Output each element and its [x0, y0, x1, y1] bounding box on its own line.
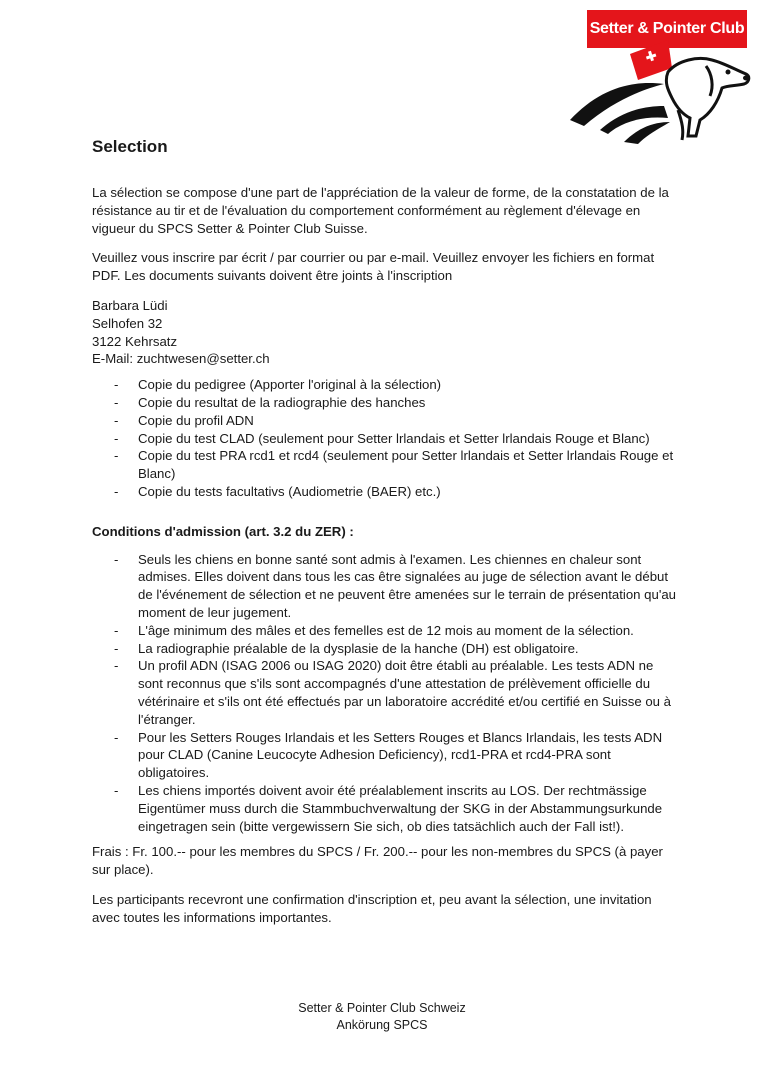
list-item: - Pour les Setters Rouges Irlandais et les Setters Rouges et Blancs Irlandais, les tests ADN pour CLAD (Canine Leucocyte Adhesion Deficiency), rcd1-PRA et rcd4-PRA sont obligatoires. [114, 729, 663, 781]
list-item: - L'âge minimum des mâles et des femelles est de 12 mois au moment de la sélection. [114, 622, 634, 638]
bullet-dash: - [114, 622, 119, 638]
dog-silhouette-icon [560, 10, 755, 145]
list-item: - Copie du test CLAD (seulement pour Setter lrlandais et Setter lrlandais Rouge et Blanc) [114, 430, 650, 446]
bullet-dash: - [114, 640, 119, 656]
bullet-dash: - [114, 430, 119, 446]
admission-conditions-list [92, 551, 677, 836]
bullet-dash: - [114, 658, 119, 674]
registration-paragraph: Veuillez vous inscrire par écrit / par courrier ou par e-mail. Veuillez envoyer les fichiers en format PDF. Les documents suivants doivent être joints à l'inscription [92, 250, 655, 284]
intro-paragraph: La sélection se compose d'une part de l'appréciation de la valeur de forme, de la constatation de la résistance au tir et de l'évaluation du comportement conformément au règlement d'élevage en vigueur du SPCS Setter & Pointer Club Suisse. [92, 185, 669, 236]
page-footer [0, 1000, 764, 1034]
address-line-email: E-Mail: zuchtwesen@setter.ch [92, 351, 270, 367]
confirmation-paragraph: Les participants recevront une confirmation d'inscription et, peu avant la sélection, une invitation avec toutes les informations importantes. [92, 891, 652, 925]
required-documents-list [92, 376, 677, 501]
bullet-dash: - [114, 377, 119, 393]
address-line: Selhofen 32 [92, 315, 163, 331]
bullet-dash: - [114, 729, 119, 745]
address-line: Barbara Lüdi [92, 297, 168, 313]
list-item: - Copie du test PRA rcd1 et rcd4 (seulement pour Setter lrlandais et Setter lrlandais Rouge et Blanc) [114, 448, 674, 482]
list-item: - Seuls les chiens en bonne santé sont admis à l'examen. Les chiennes en chaleur sont admises. Elles doivent dans tous les cas être signalées au juge de sélection avant le début de l'événement de sélection et ne peuvent être amenées sur le terrain de présentation qu'au moment de leur jugement. [114, 551, 677, 620]
bullet-dash: - [114, 483, 119, 499]
footer-subtitle: Ankörung SPCS [336, 1018, 428, 1032]
list-item: - Copie du resultat de la radiographie des hanches [114, 394, 426, 410]
logo-text: Setter & Pointer Club [589, 20, 745, 37]
list-item: - La radiographie préalable de la dysplasie de la hanche (DH) est obligatoire. [114, 640, 579, 656]
footer-club-name: Setter & Pointer Club Schweiz [298, 1001, 466, 1015]
list-item: - Copie du tests facultativs (Audiometrie (BAER) etc.) [114, 483, 441, 499]
bullet-dash: - [114, 448, 119, 464]
bullet-dash: - [114, 551, 119, 567]
bullet-dash: - [114, 394, 119, 410]
club-logo [560, 10, 755, 145]
bullet-dash: - [114, 782, 119, 798]
list-item: - Copie du pedigree (Apporter l'original à la sélection) [114, 377, 442, 393]
address-line: 3122 Kehrsatz [92, 333, 178, 349]
bullet-dash: - [114, 412, 119, 428]
list-item: - Copie du profil ADN [114, 412, 254, 428]
page-title: Selection [92, 137, 168, 156]
contact-address [92, 297, 677, 368]
list-item: - Un profil ADN (ISAG 2006 ou ISAG 2020) doit être établi au préalable. Les tests ADN ne sont reconnus que s'ils sont accompagnés d'une attestation de prélèvement officielle du vétérinaire et s'ils ont été effectués par un laboratoire accrédité et/ou certifié en Suisse ou à l'étranger. [114, 658, 672, 727]
swiss-flag-icon [630, 40, 672, 80]
conditions-heading: Conditions d'admission (art. 3.2 du ZER) : [92, 523, 354, 539]
document-body [92, 184, 677, 926]
list-item: - Les chiens importés doivent avoir été préalablement inscrits au LOS. Der rechtmässige Eigentümer muss durch die Stammbuchverwaltung der SKG in der Abstammungsurkunde eingetragen sein (bitte vergewissern Sie sich, ob dies tatsächlich auch der Fall ist!). [114, 782, 663, 834]
fee-paragraph: Frais : Fr. 100.-- pour les membres du SPCS / Fr. 200.-- pour les non-membres du SPCS (à payer sur place). [92, 844, 663, 878]
